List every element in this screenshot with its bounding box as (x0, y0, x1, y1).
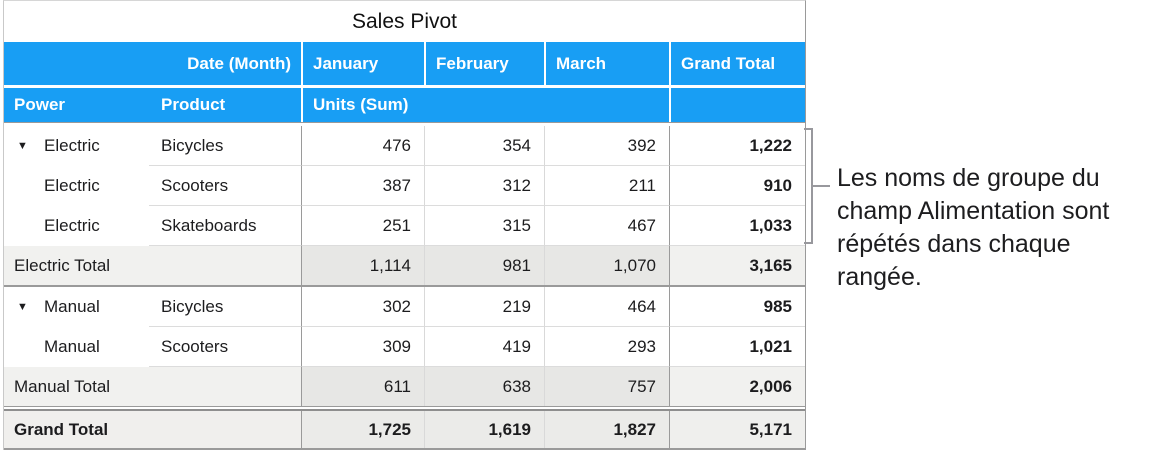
callout-text (837, 162, 1167, 294)
callout-line: Les noms de groupe du (837, 164, 1100, 192)
power-label: Manual (44, 336, 100, 356)
product-cell[interactable]: Scooters (149, 327, 301, 367)
grand-total-value-cell[interactable]: 985 (669, 287, 805, 327)
callout-bracket (804, 128, 813, 244)
grand-total-subtotal-cell[interactable]: 3,165 (669, 246, 805, 285)
callout-line: rangée. (837, 263, 922, 291)
product-cell[interactable]: Scooters (149, 166, 301, 206)
callout-line: champ Alimentation sont (837, 197, 1110, 225)
subtotal-label-cell[interactable]: Manual Total (4, 367, 301, 406)
table-row (4, 126, 805, 166)
march-grand-cell[interactable]: 1,827 (544, 411, 669, 448)
grand-total-value-cell[interactable]: 1,021 (669, 327, 805, 367)
subtotal-label-cell[interactable]: Electric Total (4, 246, 301, 285)
january-value-cell[interactable]: 387 (301, 166, 424, 206)
january-header-cell[interactable]: January (301, 42, 424, 85)
subtotal-row (4, 367, 805, 407)
january-subtotal-cell[interactable]: 1,114 (301, 246, 424, 285)
disclosure-triangle-icon[interactable]: ▼ (17, 139, 28, 152)
power-cell[interactable] (4, 126, 149, 166)
grand-total-header-cell[interactable]: Grand Total (669, 42, 805, 85)
february-value-cell[interactable]: 315 (424, 206, 544, 246)
february-value-cell[interactable]: 354 (424, 126, 544, 166)
empty-header-cell[interactable] (669, 88, 805, 122)
january-subtotal-cell[interactable]: 611 (301, 367, 424, 406)
callout-bracket-tick (813, 185, 830, 187)
product-header-cell[interactable]: Product (149, 88, 301, 122)
power-cell[interactable] (4, 166, 149, 206)
january-grand-cell[interactable]: 1,725 (301, 411, 424, 448)
product-cell[interactable]: Bicycles (149, 287, 301, 327)
january-value-cell[interactable]: 302 (301, 287, 424, 327)
march-subtotal-cell[interactable]: 757 (544, 367, 669, 406)
grand-total-value-cell[interactable]: 1,033 (669, 206, 805, 246)
units-sum-header-cell[interactable]: Units (Sum) (301, 88, 669, 122)
february-value-cell[interactable]: 419 (424, 327, 544, 367)
grand-total-row (4, 409, 805, 450)
january-value-cell[interactable]: 309 (301, 327, 424, 367)
callout-line: répétés dans chaque (837, 230, 1071, 258)
february-value-cell[interactable]: 312 (424, 166, 544, 206)
power-cell[interactable] (4, 287, 149, 327)
february-grand-cell[interactable]: 1,619 (424, 411, 544, 448)
march-value-cell[interactable]: 467 (544, 206, 669, 246)
subtotal-row (4, 246, 805, 287)
february-value-cell[interactable]: 219 (424, 287, 544, 327)
power-label: Electric (44, 135, 100, 155)
march-value-cell[interactable]: 464 (544, 287, 669, 327)
grand-total-subtotal-cell[interactable]: 2,006 (669, 367, 805, 406)
power-header-cell[interactable]: Power (4, 88, 149, 122)
grand-total-value-cell[interactable]: 910 (669, 166, 805, 206)
header-row-fields (4, 88, 805, 123)
product-cell[interactable]: Bicycles (149, 126, 301, 166)
table-row (4, 327, 805, 367)
table-row (4, 206, 805, 246)
power-label: Manual (44, 296, 100, 316)
disclosure-triangle-icon[interactable]: ▼ (17, 300, 28, 313)
pivot-table (3, 0, 806, 450)
january-value-cell[interactable]: 251 (301, 206, 424, 246)
header-row-months (4, 42, 805, 85)
date-month-header-cell[interactable]: Date (Month) (4, 42, 301, 85)
february-subtotal-cell[interactable]: 638 (424, 367, 544, 406)
power-cell[interactable] (4, 206, 149, 246)
power-label: Electric (44, 215, 100, 235)
grand-total-label-cell[interactable]: Grand Total (4, 411, 301, 448)
table-row (4, 287, 805, 327)
grand-total-grand-cell[interactable]: 5,171 (669, 411, 805, 448)
february-header-cell[interactable]: February (424, 42, 544, 85)
february-subtotal-cell[interactable]: 981 (424, 246, 544, 285)
january-value-cell[interactable]: 476 (301, 126, 424, 166)
grand-total-value-cell[interactable]: 1,222 (669, 126, 805, 166)
march-value-cell[interactable]: 293 (544, 327, 669, 367)
march-value-cell[interactable]: 211 (544, 166, 669, 206)
march-value-cell[interactable]: 392 (544, 126, 669, 166)
table-row (4, 166, 805, 206)
table-title[interactable]: Sales Pivot (4, 1, 805, 42)
march-subtotal-cell[interactable]: 1,070 (544, 246, 669, 285)
power-label: Electric (44, 175, 100, 195)
power-cell[interactable] (4, 327, 149, 367)
march-header-cell[interactable]: March (544, 42, 669, 85)
product-cell[interactable]: Skateboards (149, 206, 301, 246)
